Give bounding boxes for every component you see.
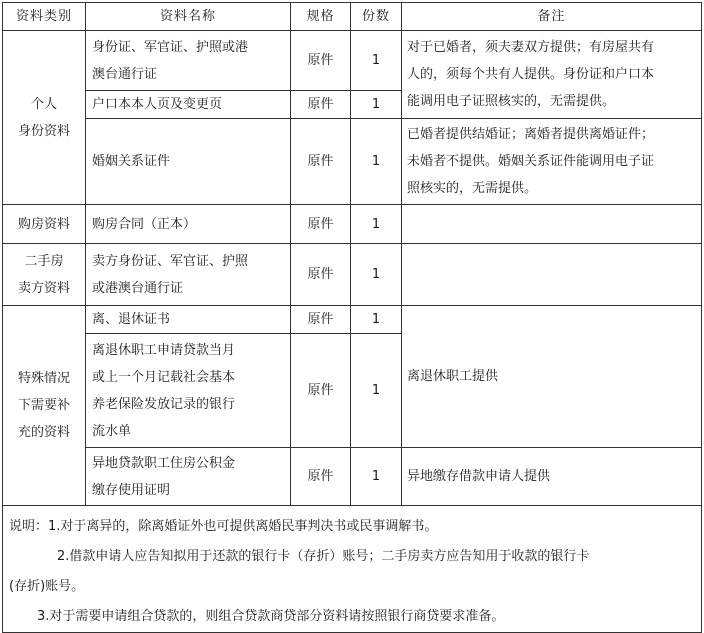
count-cell: 1 xyxy=(351,448,402,506)
item-bank-statement: 离退休职工申请贷款当月 或上一个月记载社会基本 养老保险发放记录的银行 流水单 xyxy=(86,334,291,448)
count-cell: 1 xyxy=(351,91,402,119)
table-row xyxy=(3,306,702,334)
category-seller: 二手房 卖方资料 xyxy=(3,244,86,306)
note-retired: 离退休职工提供 xyxy=(402,306,702,448)
spec-cell: 原件 xyxy=(291,31,351,91)
category-personal: 个人 身份资料 xyxy=(3,31,86,205)
spec-cell: 原件 xyxy=(291,306,351,334)
item-retirement-certificate: 离、退休证书 xyxy=(86,306,291,334)
table-row xyxy=(3,205,702,244)
item-marriage-certificate: 婚姻关系证件 xyxy=(86,119,291,205)
header-count: 份数 xyxy=(351,3,402,31)
count-cell: 1 xyxy=(351,205,402,244)
item-purchase-contract: 购房合同（正本） xyxy=(86,205,291,244)
note-personal-id: 对于已婚者，须夫妻双方提供；有房屋共有 人的，须每个共有人提供。身份证和户口本 能调用电子证照核实的，无需提供。 xyxy=(402,31,702,119)
spec-cell: 原件 xyxy=(291,205,351,244)
note-line-1: 说明：1.对于离异的，除离婚证外也可提供离婚民事判决书或民事调解书。 xyxy=(9,519,438,534)
category-special: 特殊情况 下需要补 充的资料 xyxy=(3,306,86,506)
note-line-2: 2.借款申请人应告知拟用于还款的银行卡（存折）账号；二手房卖方应告知用于收款的银行卡 xyxy=(57,549,590,564)
item-seller-id: 卖方身份证、军官证、护照 或港澳台通行证 xyxy=(86,244,291,306)
note-empty xyxy=(402,244,702,306)
count-cell: 1 xyxy=(351,244,402,306)
table-row xyxy=(3,244,702,306)
note-marriage: 已婚者提供结婚证；离婚者提供离婚证件； 未婚者不提供。婚姻关系证件能调用电子证 照核实的，无需提供。 xyxy=(402,119,702,205)
spec-cell: 原件 xyxy=(291,119,351,205)
spec-cell: 原件 xyxy=(291,91,351,119)
table-row xyxy=(3,119,702,205)
note-line-4: 3.对于需要申请组合贷款的，则组合贷款商贷部分资料请按照银行商贷要求准备。 xyxy=(37,609,505,624)
notes-row xyxy=(3,506,702,633)
header-name: 资料名称 xyxy=(86,3,291,31)
materials-table xyxy=(2,2,702,633)
header-row xyxy=(3,3,702,31)
note-line-3: (存折)账号。 xyxy=(9,579,85,594)
item-household-register: 户口本本人页及变更页 xyxy=(86,91,291,119)
table-row xyxy=(3,31,702,91)
count-cell: 1 xyxy=(351,31,402,91)
category-purchase: 购房资料 xyxy=(3,205,86,244)
spec-cell: 原件 xyxy=(291,244,351,306)
item-provident-fund-proof: 异地贷款职工住房公积金 缴存使用证明 xyxy=(86,448,291,506)
spec-cell: 原件 xyxy=(291,334,351,448)
notes-cell xyxy=(3,506,702,633)
note-empty xyxy=(402,205,702,244)
header-spec: 规格 xyxy=(291,3,351,31)
header-category: 资料类别 xyxy=(3,3,86,31)
table-row xyxy=(3,448,702,506)
spec-cell: 原件 xyxy=(291,448,351,506)
document xyxy=(2,2,701,624)
count-cell: 1 xyxy=(351,334,402,448)
note-remote: 异地缴存借款申请人提供 xyxy=(402,448,702,506)
count-cell: 1 xyxy=(351,119,402,205)
count-cell: 1 xyxy=(351,306,402,334)
item-id-documents: 身份证、军官证、护照或港 澳台通行证 xyxy=(86,31,291,91)
notes-block xyxy=(3,506,701,632)
header-note: 备注 xyxy=(402,3,702,31)
